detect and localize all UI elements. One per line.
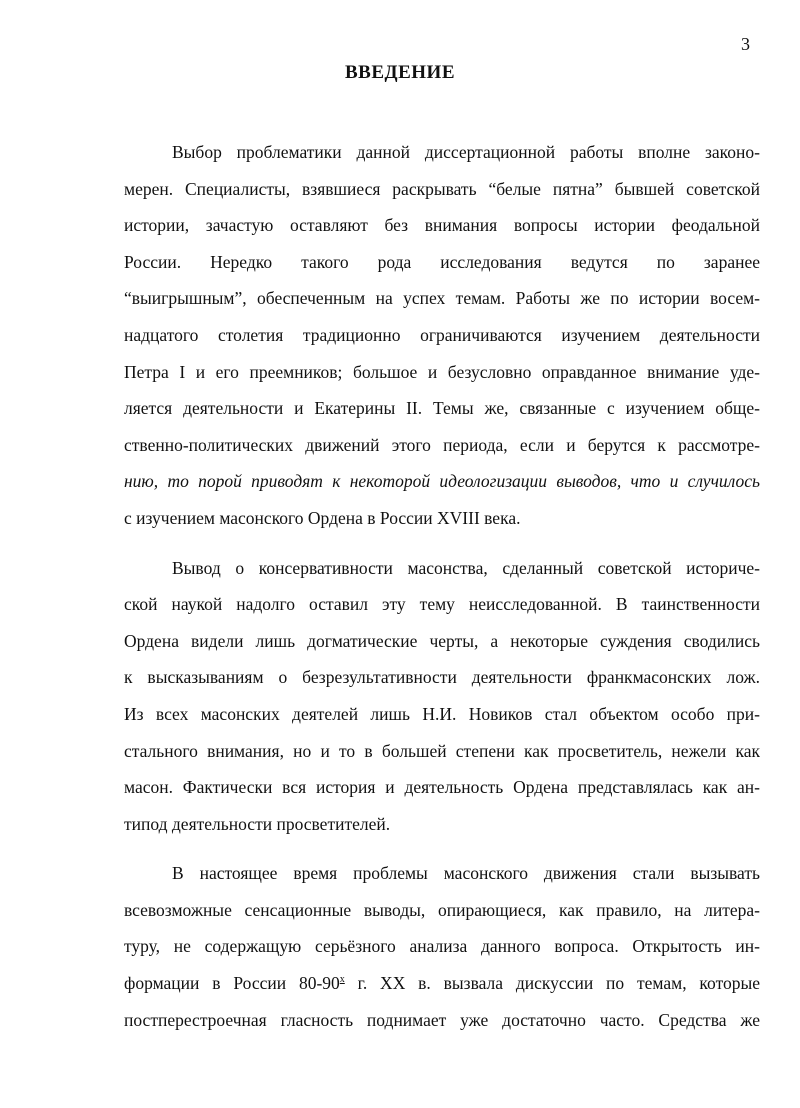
paragraph-2-line: стального внимания, но и то в большей степени как просветитель, нежели как	[124, 740, 760, 761]
paragraph-3-line: В настоящее время проблемы масонского движения стали вызывать	[172, 863, 760, 884]
paragraph-3-line-with-superscript	[124, 965, 760, 1002]
page-number: 3	[741, 34, 750, 54]
paragraph-2-line: типод деятельности просветителей.	[124, 813, 391, 834]
paragraph-2-line: Вывод о консервативности масонства, сделанный советской историче-	[172, 557, 760, 578]
body-text	[124, 134, 760, 1038]
paragraph-3-line: туру, не содержащую серьёзного анализа данного вопроса. Открытость ин-	[124, 936, 760, 957]
line-text-before: формации в России 80-90	[124, 973, 340, 994]
section-title: ВВЕДЕНИЕ	[345, 62, 455, 83]
paragraph-2-line: Ордена видели лишь догматические черты, а некоторые суждения сводились	[124, 630, 760, 651]
paragraph-1-line: нию, то порой приводят к некоторой идеологизации выводов, что и случилось	[124, 471, 760, 492]
paragraph-3-line: постперестроечная гласность поднимает уже достаточно часто. Средства же	[124, 1009, 760, 1030]
paragraph-3-line: всевозможные сенсационные выводы, опирающиеся, как правило, на литера-	[124, 899, 760, 920]
paragraph-2-line: ской наукой надолго оставил эту тему неисследованной. В таинственности	[124, 594, 760, 615]
paragraph-1-line: России. Нередко такого рода исследования ведутся по заранее	[124, 251, 760, 272]
paragraph-1-line: Петра I и его преемников; большое и безусловно оправданное внимание уде-	[124, 361, 760, 382]
paragraph-2-line: Из всех масонских деятелей лишь Н.И. Новиков стал объектом особо при-	[124, 703, 760, 724]
line-text-after: г. XX в. вызвала дискуссии по темам, которые	[344, 973, 761, 994]
superscript-suffix: х	[339, 974, 345, 986]
paragraph-1-line: надцатого столетия традиционно ограничиваются изучением деятельности	[124, 324, 760, 345]
paragraph-1-line: “выигрышным”, обеспеченным на успех темам. Работы же по истории восем-	[124, 288, 760, 309]
paragraph-1-line: мерен. Специалисты, взявшиеся раскрывать “белые пятна” бывшей советской	[124, 178, 760, 199]
paragraph-1-line: ственно-политических движений этого периода, если и берутся к рассмотре-	[124, 434, 760, 455]
paragraph-1-line: с изучением масонского Ордена в России XVIII века.	[124, 507, 521, 528]
paragraph-1-line: Выбор проблематики данной диссертационной работы вполне законо-	[172, 142, 760, 162]
paragraph-2-line: масон. Фактически вся история и деятельность Ордена представлялась как ан-	[124, 777, 760, 798]
paragraph-1-line: ляется деятельности и Екатерины II. Темы же, связанные с изучением обще-	[124, 398, 760, 419]
paragraph-1-line: истории, зачастую оставляют без внимания вопросы истории феодальной	[124, 215, 760, 236]
paragraph-2-line: к высказываниям о безрезультативности деятельности франкмасонских лож.	[124, 667, 760, 688]
